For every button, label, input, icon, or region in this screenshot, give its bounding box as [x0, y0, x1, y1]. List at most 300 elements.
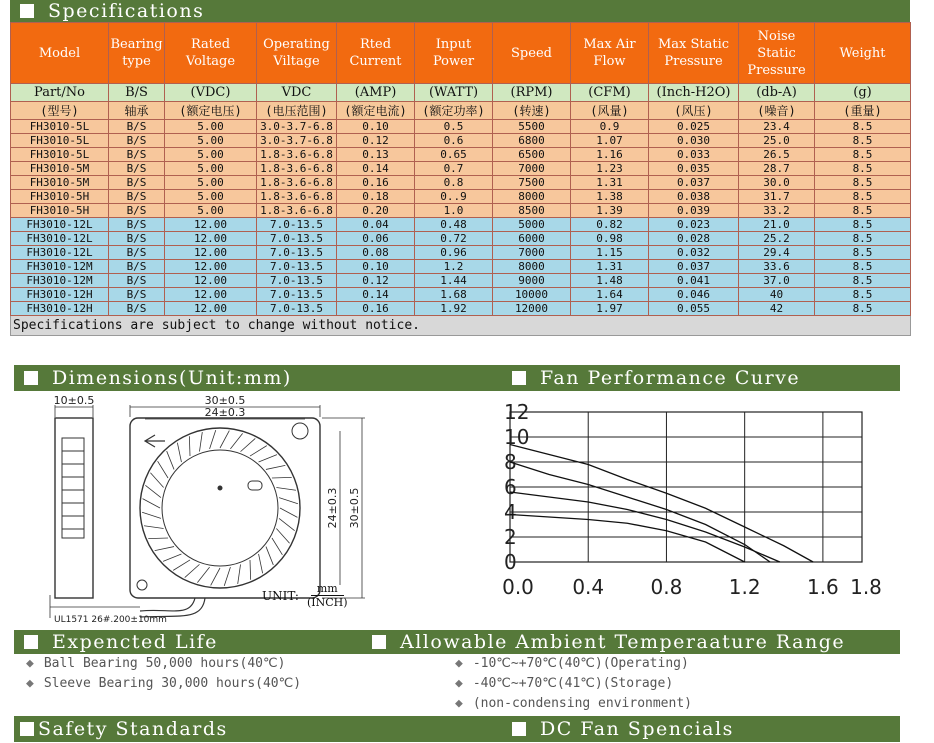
section-title: Fan Performance Curve	[540, 367, 801, 389]
table-row	[11, 232, 911, 246]
table-cell: 1.31	[571, 176, 649, 190]
section-title: Allowable Ambient Temperaature Range	[400, 631, 846, 653]
section-title: Dimensions(Unit:mm)	[52, 367, 292, 389]
dimension-drawing	[30, 393, 410, 623]
cable-label: UL1571 26#.200±10mm	[54, 615, 167, 623]
table-row	[11, 190, 911, 204]
table-cell: B/S	[109, 232, 165, 246]
fan-blade	[279, 498, 298, 504]
table-cell: 0.10	[337, 120, 415, 134]
list-item-text: Ball Bearing 50,000 hours(40℃)	[43, 656, 286, 671]
side-view	[55, 418, 93, 598]
table-cell: 0..9	[415, 190, 493, 204]
table-cell: 1.07	[571, 134, 649, 148]
square-bullet-icon	[512, 371, 526, 385]
table-cell: 0.5	[415, 120, 493, 134]
fan-blade	[173, 560, 190, 570]
table-cell: FH3010-5M	[11, 162, 109, 176]
table-cell: (db-A)	[739, 84, 815, 102]
table-cell: 0.032	[649, 246, 739, 260]
table-cell: FH3010-12L	[11, 246, 109, 260]
y-tick-label: 4	[504, 500, 517, 524]
list-item	[26, 656, 285, 671]
table-cell: 0.030	[649, 134, 739, 148]
table-cell: 12.00	[165, 274, 257, 288]
table-cell: 1.0	[415, 204, 493, 218]
column-header: Rted Current	[337, 23, 415, 84]
table-cell: 1.64	[571, 288, 649, 302]
table-cell: 29.4	[739, 246, 815, 260]
table-cell: Part/No	[11, 84, 109, 102]
fan-blade	[144, 526, 164, 529]
table-cell: 26.5	[739, 148, 815, 162]
table-cell: 0.035	[649, 162, 739, 176]
side-fins	[62, 438, 84, 538]
table-cell: 23.4	[739, 120, 815, 134]
table-row	[11, 302, 911, 316]
fan-outer-ring	[140, 428, 300, 588]
column-header: Max Static Pressure	[649, 23, 739, 84]
table-cell: (g)	[815, 84, 911, 102]
table-cell: 8.5	[815, 148, 911, 162]
table-cell: (风压)	[649, 102, 739, 120]
table-cell: B/S	[109, 204, 165, 218]
table-cell: 0.14	[337, 288, 415, 302]
table-cell: 0.025	[649, 120, 739, 134]
table-cell: (WATT)	[415, 84, 493, 102]
specifications-header	[10, 0, 910, 22]
fan-blade	[276, 487, 296, 490]
specials-header	[502, 716, 900, 742]
square-bullet-icon	[20, 722, 34, 736]
units-cn-row	[11, 102, 911, 120]
table-cell: 0.046	[649, 288, 739, 302]
table-cell: 5500	[493, 120, 571, 134]
table-cell: 5.00	[165, 120, 257, 134]
table-cell: 8.5	[815, 302, 911, 316]
column-header: Max Air Flow	[571, 23, 649, 84]
table-cell: B/S	[109, 260, 165, 274]
x-tick-label: 1.2	[728, 575, 761, 599]
fan-curve-header	[502, 365, 900, 391]
table-cell: 12.00	[165, 302, 257, 316]
table-cell: 8.5	[815, 204, 911, 218]
square-bullet-icon	[512, 722, 526, 736]
table-cell: 8.5	[815, 218, 911, 232]
table-cell: 5.00	[165, 190, 257, 204]
diamond-bullet-icon: ◆	[26, 676, 34, 691]
table-row	[11, 274, 911, 288]
table-cell: B/S	[109, 84, 165, 102]
fan-performance-chart	[498, 400, 898, 605]
table-cell: B/S	[109, 148, 165, 162]
table-cell: 1.23	[571, 162, 649, 176]
list-item	[26, 676, 301, 691]
table-cell: 31.7	[739, 190, 815, 204]
table-cell: 8000	[493, 190, 571, 204]
table-cell: 1.8-3.6-6.8	[257, 204, 337, 218]
fan-blade	[145, 485, 161, 497]
section-title: Safety Standards	[38, 718, 228, 740]
table-row	[11, 148, 911, 162]
column-header: Speed	[493, 23, 571, 84]
table-cell: 42	[739, 302, 815, 316]
table-cell: 1.48	[571, 274, 649, 288]
table-cell: 1.68	[415, 288, 493, 302]
dim-side-label: 10±0.5	[53, 394, 95, 407]
square-bullet-icon	[20, 4, 34, 18]
table-cell: 0.037	[649, 260, 739, 274]
table-cell: 8.5	[815, 274, 911, 288]
list-item-text: -10℃~+70℃(40℃)(Operating)	[472, 656, 689, 671]
table-cell: 33.6	[739, 260, 815, 274]
fan-blade	[211, 568, 220, 585]
table-cell: 0.055	[649, 302, 739, 316]
dimensions-header	[14, 365, 502, 391]
list-item	[455, 656, 689, 671]
table-cell: 7.0-13.5	[257, 232, 337, 246]
table-cell: 7.0-13.5	[257, 246, 337, 260]
table-row	[11, 120, 911, 134]
table-cell: B/S	[109, 120, 165, 134]
table-cell: 0.033	[649, 148, 739, 162]
table-cell: B/S	[109, 302, 165, 316]
table-cell: 3.0-3.7-6.8	[257, 120, 337, 134]
fan-blade	[266, 547, 273, 565]
table-cell: 0.04	[337, 218, 415, 232]
unit-fraction	[307, 582, 348, 609]
table-cell: 28.7	[739, 162, 815, 176]
square-bullet-icon	[24, 371, 38, 385]
table-cell: B/S	[109, 176, 165, 190]
note-row	[11, 316, 911, 336]
table-cell: FH3010-12L	[11, 218, 109, 232]
column-header: Operating Viltage	[257, 23, 337, 84]
table-cell: 1.15	[571, 246, 649, 260]
table-cell: (型号)	[11, 102, 109, 120]
table-cell: 0.18	[337, 190, 415, 204]
fan-blade	[238, 564, 241, 584]
unit-numerator: mm	[311, 582, 344, 596]
table-cell: 7.0-13.5	[257, 302, 337, 316]
table-cell: B/S	[109, 288, 165, 302]
table-cell: (VDC)	[165, 84, 257, 102]
section-title: DC Fan Spencials	[540, 718, 734, 740]
unit-denominator: (INCH)	[306, 596, 348, 609]
column-header: Weight	[815, 23, 911, 84]
table-cell: 0.13	[337, 148, 415, 162]
table-cell: 6800	[493, 134, 571, 148]
list-item-text: (non-condensing environment)	[472, 696, 692, 711]
fan-blade	[272, 538, 282, 555]
fan-blade	[148, 538, 168, 539]
table-cell: B/S	[109, 190, 165, 204]
fan-blade	[250, 446, 267, 456]
table-cell: FH3010-5M	[11, 176, 109, 190]
table-cell: 6500	[493, 148, 571, 162]
table-cell: 21.0	[739, 218, 815, 232]
fan-blade	[210, 430, 216, 449]
table-cell: 5.00	[165, 204, 257, 218]
table-cell: 8.5	[815, 120, 911, 134]
table-cell: 33.2	[739, 204, 815, 218]
table-cell: 0.10	[337, 260, 415, 274]
fan-inner-ring	[162, 450, 278, 566]
table-cell: (额定功率)	[415, 102, 493, 120]
column-header: Bearing type	[109, 23, 165, 84]
x-tick-label: 0.4	[572, 575, 605, 599]
table-cell: 0.98	[571, 232, 649, 246]
table-cell: B/S	[109, 274, 165, 288]
series-line-4	[510, 515, 745, 563]
table-cell: (转速)	[493, 102, 571, 120]
table-cell: 10000	[493, 288, 571, 302]
list-item	[455, 676, 673, 691]
table-cell: 7500	[493, 176, 571, 190]
table-cell: 5000	[493, 218, 571, 232]
table-cell: 7.0-13.5	[257, 260, 337, 274]
dim-height-inner: 24±0.3	[326, 487, 339, 529]
list-item-text: Sleeve Bearing 30,000 hours(40℃)	[43, 676, 302, 691]
diamond-bullet-icon: ◆	[26, 656, 34, 671]
table-cell: 0.9	[571, 120, 649, 134]
table-cell: 1.2	[415, 260, 493, 274]
table-row	[11, 218, 911, 232]
table-cell: B/S	[109, 218, 165, 232]
fan-blade	[259, 554, 263, 573]
table-cell: 1.8-3.6-6.8	[257, 148, 337, 162]
table-cell: (AMP)	[337, 84, 415, 102]
table-cell: 0.06	[337, 232, 415, 246]
fan-blade	[189, 436, 190, 456]
fan-blade	[143, 499, 160, 508]
table-cell: 1.31	[571, 260, 649, 274]
square-bullet-icon	[372, 635, 386, 649]
table-cell: FH3010-12M	[11, 274, 109, 288]
table-cell: 40	[739, 288, 815, 302]
table-cell: 12.00	[165, 246, 257, 260]
x-tick-label: 1.8	[850, 575, 882, 599]
table-row	[11, 288, 911, 302]
table-row	[11, 204, 911, 218]
mount-hole-bottom	[137, 580, 147, 590]
fan-blade	[177, 443, 181, 462]
table-row	[11, 162, 911, 176]
column-header: Model	[11, 23, 109, 84]
table-cell: 7.0-13.5	[257, 218, 337, 232]
fan-blade	[199, 432, 202, 452]
dim-height-outer: 30±0.5	[348, 487, 361, 529]
fan-blade	[250, 560, 251, 580]
table-header-row	[11, 23, 911, 84]
table-cell: 0.20	[337, 204, 415, 218]
table-cell: 6000	[493, 232, 571, 246]
table-cell: 0.72	[415, 232, 493, 246]
diamond-bullet-icon: ◆	[455, 696, 463, 711]
table-cell: FH3010-5H	[11, 190, 109, 204]
table-cell: 8.5	[815, 232, 911, 246]
y-tick-label: 6	[504, 475, 517, 499]
table-cell: 25.0	[739, 134, 815, 148]
fan-blade	[230, 433, 242, 449]
table-cell: 0.037	[649, 176, 739, 190]
table-cell: (额定电压)	[165, 102, 257, 120]
table-cell: 8500	[493, 204, 571, 218]
airflow-arrow-icon	[145, 435, 165, 447]
table-row	[11, 134, 911, 148]
table-cell: 9000	[493, 274, 571, 288]
table-cell: 0.6	[415, 134, 493, 148]
table-cell: 8.5	[815, 162, 911, 176]
section-title: Specifications	[48, 0, 205, 22]
table-cell: FH3010-5H	[11, 204, 109, 218]
table-cell: 0.7	[415, 162, 493, 176]
section-title: Expencted Life	[52, 631, 218, 653]
column-header: Rated Voltage	[165, 23, 257, 84]
table-cell: 8.5	[815, 246, 911, 260]
fan-blade	[142, 512, 161, 518]
table-cell: 7000	[493, 162, 571, 176]
fan-blade	[276, 529, 289, 544]
table-cell: (重量)	[815, 102, 911, 120]
units-row	[11, 84, 911, 102]
table-cell: 25.2	[739, 232, 815, 246]
table-cell: 1.38	[571, 190, 649, 204]
unit-label: UNIT:	[262, 588, 299, 603]
safety-header	[14, 716, 502, 742]
y-tick-label: 12	[504, 400, 530, 424]
fan-blade	[155, 547, 174, 551]
life-header	[14, 630, 372, 654]
table-cell: B/S	[109, 162, 165, 176]
fan-blades	[142, 430, 298, 586]
list-item-text: -40℃~+70℃(41℃)(Storage)	[472, 676, 674, 691]
hub-slot	[248, 481, 262, 490]
table-cell: 5.00	[165, 176, 257, 190]
x-tick-label: 1.6	[806, 575, 839, 599]
table-cell: 5.00	[165, 162, 257, 176]
fan-blade	[167, 451, 174, 469]
table-cell: FH3010-12H	[11, 288, 109, 302]
mount-hole-top	[292, 423, 308, 439]
table-cell: 1.92	[415, 302, 493, 316]
table-cell: 0.028	[649, 232, 739, 246]
table-cell: 0.023	[649, 218, 739, 232]
fan-blade	[266, 465, 285, 469]
fan-blade	[197, 567, 209, 583]
fan-blade	[224, 567, 230, 586]
table-cell: 8000	[493, 260, 571, 274]
unit-note	[262, 582, 348, 609]
temperature-header	[362, 630, 900, 654]
table-body	[11, 84, 911, 336]
x-tick-label: 0.0	[502, 575, 534, 599]
dim-width-inner: 24±0.3	[204, 406, 246, 419]
table-cell: 0.08	[337, 246, 415, 260]
table-cell: 8.5	[815, 288, 911, 302]
table-cell: (噪音)	[739, 102, 815, 120]
table-cell: 5.00	[165, 134, 257, 148]
table-cell: FH3010-12H	[11, 302, 109, 316]
table-cell: 1.44	[415, 274, 493, 288]
diamond-bullet-icon: ◆	[455, 656, 463, 671]
fan-blade	[279, 518, 295, 530]
table-cell: VDC	[257, 84, 337, 102]
y-tick-label: 8	[504, 450, 517, 474]
table-cell: 12.00	[165, 260, 257, 274]
table-cell: 0.16	[337, 302, 415, 316]
specifications-table	[10, 22, 911, 336]
table-cell: 1.39	[571, 204, 649, 218]
table-row	[11, 246, 911, 260]
table-cell: 0.14	[337, 162, 415, 176]
fan-blade	[280, 508, 297, 517]
dim-width-outer: 30±0.5	[204, 394, 246, 407]
fan-blade	[163, 554, 181, 561]
table-cell: (额定电流)	[337, 102, 415, 120]
y-tick-label: 0	[504, 550, 517, 574]
table-cell: FH3010-5L	[11, 120, 109, 134]
y-tick-label: 10	[504, 425, 530, 449]
table-cell: 1.97	[571, 302, 649, 316]
table-cell: 12.00	[165, 288, 257, 302]
fan-blade	[185, 564, 200, 577]
table-cell: 0.039	[649, 204, 739, 218]
table-cell: (CFM)	[571, 84, 649, 102]
table-cell: B/S	[109, 134, 165, 148]
table-cell: 8.5	[815, 260, 911, 274]
front-view	[130, 418, 320, 598]
fan-blade	[241, 438, 256, 451]
table-row	[11, 176, 911, 190]
table-cell: 5.00	[165, 148, 257, 162]
table-cell: 0.041	[649, 274, 739, 288]
table-cell: (Inch-H2O)	[649, 84, 739, 102]
table-cell: 7.0-13.5	[257, 274, 337, 288]
hub-center	[218, 486, 222, 490]
table-cell: FH3010-12M	[11, 260, 109, 274]
table-cell: 1.8-3.6-6.8	[257, 176, 337, 190]
table-cell: 1.8-3.6-6.8	[257, 162, 337, 176]
column-header: Noise Static Pressure	[739, 23, 815, 84]
table-cell: 8.5	[815, 190, 911, 204]
table-cell: 3.0-3.7-6.8	[257, 134, 337, 148]
table-cell: 7.0-13.5	[257, 288, 337, 302]
table-cell: (RPM)	[493, 84, 571, 102]
table-cell: 1.16	[571, 148, 649, 162]
table-cell: 轴承	[109, 102, 165, 120]
spec-note: Specifications are subject to change without notice.	[11, 316, 911, 336]
table-cell: 0.038	[649, 190, 739, 204]
fan-blade	[150, 473, 163, 488]
table-cell: FH3010-5L	[11, 134, 109, 148]
table-cell: 0.16	[337, 176, 415, 190]
table-cell: B/S	[109, 246, 165, 260]
table-cell: 8.5	[815, 176, 911, 190]
table-cell: 1.8-3.6-6.8	[257, 190, 337, 204]
table-cell: 0.12	[337, 134, 415, 148]
diamond-bullet-icon: ◆	[455, 676, 463, 691]
table-cell: (风量)	[571, 102, 649, 120]
fan-blade	[220, 431, 229, 448]
table-cell: 0.48	[415, 218, 493, 232]
table-cell: 0.82	[571, 218, 649, 232]
x-tick-label: 0.8	[650, 575, 683, 599]
y-tick-label: 2	[504, 525, 517, 549]
table-cell: 30.0	[739, 176, 815, 190]
table-cell: 0.65	[415, 148, 493, 162]
table-cell: 8.5	[815, 134, 911, 148]
